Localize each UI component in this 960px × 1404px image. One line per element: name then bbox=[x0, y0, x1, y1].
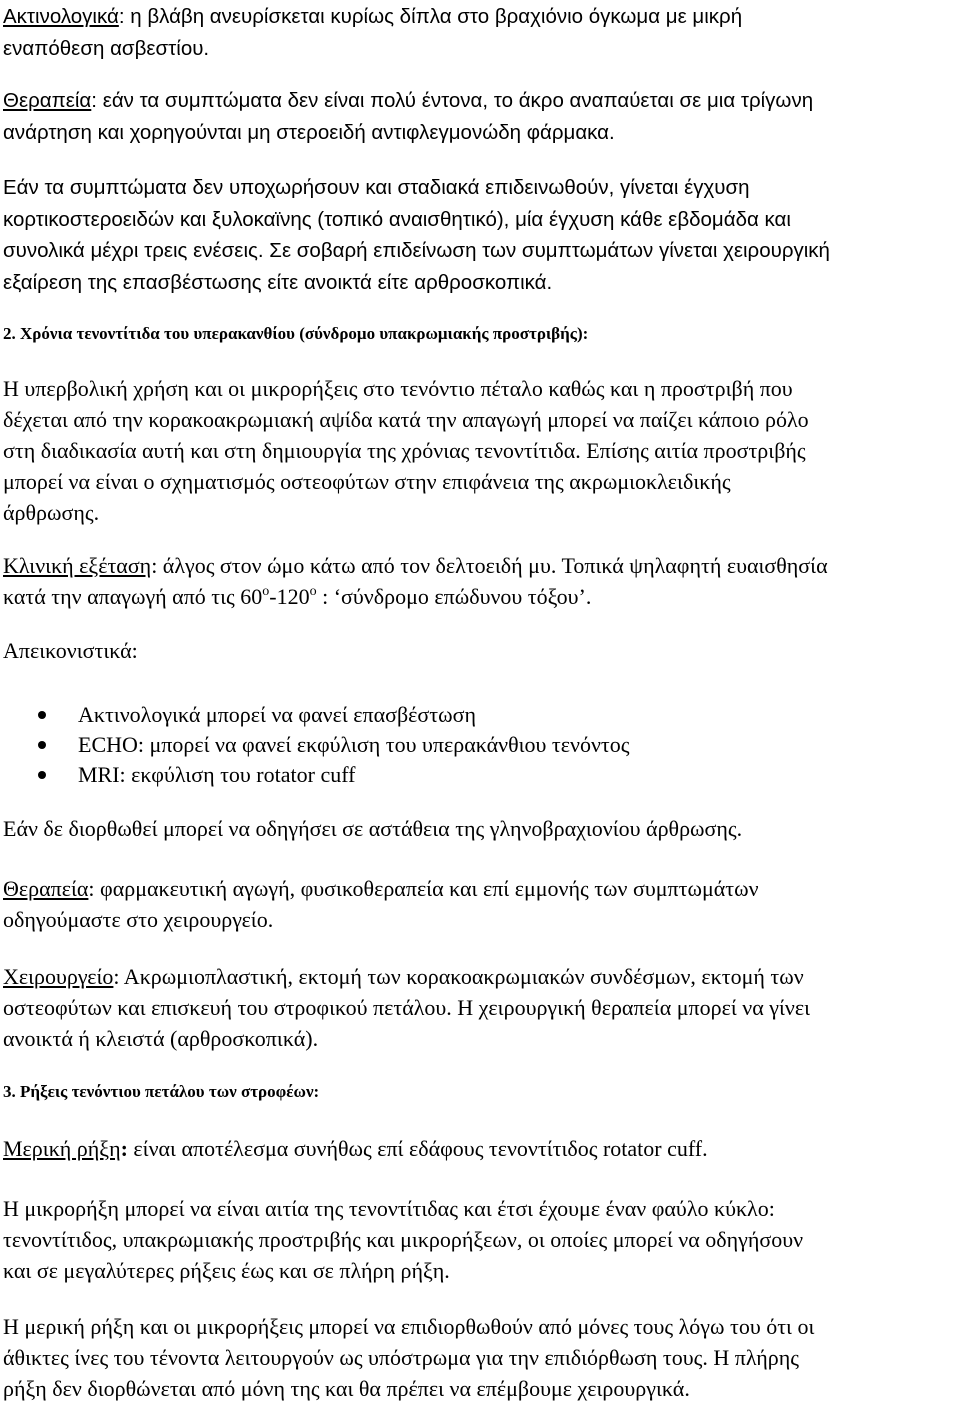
text-line: και σε μεγαλύτερες ρήξεις έως και σε πλήρη ρήξη. bbox=[3, 1258, 450, 1283]
label-surgery: Χειρουργείο bbox=[3, 964, 114, 989]
text-line: εξαίρεση της επασβέστωσης είτε ανοικτά είτε αρθροσκοπικά. bbox=[3, 270, 553, 294]
list-item-text: MRI: εκφύλιση του rotator cuff bbox=[78, 762, 356, 787]
label-partial-tear: Μερική ρήξη bbox=[3, 1136, 121, 1161]
text-line: κορτικοστεροειδών και ξυλοκαϊνης (τοπικό αναισθητικό), μία έγχυση κάθε εβδομάδα και bbox=[3, 207, 791, 231]
list-item-text: Ακτινολογικά μπορεί να φανεί επασβέστωση bbox=[78, 702, 476, 727]
text-line: : Ακρωμιοπλαστική, εκτομή των κορακοακρωμιακών συνδέσμων, εκτομή των bbox=[113, 964, 804, 989]
text-line: εναπόθεση ασβεστίου. bbox=[3, 36, 210, 60]
text-line: ανάρτηση και χορηγούνται μη στεροειδή αντιφλεγμονώδη φάρμακα. bbox=[3, 120, 615, 144]
paragraph-self-repair bbox=[3, 1311, 955, 1404]
label-radiology: Ακτινολογικά bbox=[3, 5, 119, 28]
text-line: Εάν τα συμπτώματα δεν υποχωρήσουν και σταδιακά επιδεινωθούν, γίνεται έγχυση bbox=[3, 176, 750, 199]
paragraph-therapy-2 bbox=[3, 873, 955, 935]
paragraph-partial-tear bbox=[3, 1133, 955, 1164]
text-line: είναι αποτέλεσμα συνήθως επί εδάφους τενοντίτιδος rotator cuff. bbox=[127, 1136, 708, 1161]
text-line: Η μικρορήξη μπορεί να είναι αιτία της τενοντίτιδας και έτσι έχουμε έναν φαύλο κύκλο: bbox=[3, 1196, 775, 1221]
list-item bbox=[0, 699, 629, 729]
label-therapy: Θεραπεία bbox=[3, 89, 92, 112]
label-therapy: Θεραπεία bbox=[3, 876, 89, 901]
label-clinical-exam: Κλινική εξέταση bbox=[3, 553, 152, 578]
text-fragment: κατά την απαγωγή από τις 60 bbox=[3, 584, 263, 609]
paragraph-radiology bbox=[3, 1, 955, 64]
text-line: : εάν τα συμπτώματα δεν είναι πολύ έντονα, το άκρο αναπαύεται σε μια τρίγωνη bbox=[91, 89, 814, 112]
section-heading-3: 3. Ρήξεις τενόντιου πετάλου των στροφέων: bbox=[3, 1082, 320, 1101]
paragraph-overuse bbox=[3, 373, 955, 528]
list-item bbox=[0, 729, 629, 759]
text-line: δέχεται από την κορακοακρωμιακή αψίδα κατά την απαγωγή μπορεί να παίζει κάποιο ρόλο bbox=[3, 407, 809, 432]
colon-bold: : bbox=[120, 1136, 128, 1161]
imaging-bullet-list bbox=[0, 699, 629, 789]
text-fragment: : ‘σύνδρομο επώδυνου τόξου’. bbox=[316, 584, 592, 609]
text-line: Η μερική ρήξη και οι μικρορήξεις μπορεί να επιδιορθωθούν από μόνες τους λόγω του ότι οι bbox=[3, 1314, 815, 1339]
degree-superscript: ο bbox=[262, 584, 270, 599]
text-line: οστεοφύτων και επισκευή του στροφικού πετάλου. Η χειρουργική θεραπεία μπορεί να γίνει bbox=[3, 995, 810, 1020]
bullet-icon bbox=[38, 771, 46, 779]
text-line: οδηγούμαστε στο χειρουργείο. bbox=[3, 907, 274, 932]
text-fragment: -120 bbox=[269, 584, 310, 609]
text-line: μπορεί να είναι ο σχηματισμός οστεοφύτων στην επιφάνεια της ακρωμιοκλειδικής bbox=[3, 469, 731, 494]
text-line: : η βλάβη ανευρίσκεται κυρίως δίπλα στο βραχιόνιο όγκωμα με μικρή bbox=[118, 5, 743, 28]
text-line: άθικτες ίνες του τένοντα λειτουργούν ως υπόστρωμα για την επιδιόρθωση τους. Η πλήρης bbox=[3, 1345, 800, 1370]
bullet-icon bbox=[38, 711, 46, 719]
paragraph-therapy bbox=[3, 85, 955, 148]
list-item bbox=[0, 759, 629, 789]
paragraph-surgery bbox=[3, 961, 955, 1054]
text-line: ρήξη δεν διορθώνεται από μόνη της και θα πρέπει να επέμβουμε χειρουργικά. bbox=[3, 1376, 690, 1401]
paragraph-clinical-exam bbox=[3, 550, 955, 612]
text-line: : φαρμακευτική αγωγή, φυσικοθεραπεία και επί εμμονής των συμπτωμάτων bbox=[88, 876, 759, 901]
text-line: άρθρωσης. bbox=[3, 500, 100, 525]
paragraph-microtear bbox=[3, 1193, 955, 1286]
section-heading-2: 2. Χρόνια τενοντίτιδα του υπερακανθίου (σύνδρομο υπακρωμιακής προστριβής): bbox=[3, 324, 589, 343]
text-line: στη διαδικασία αυτή και στη δημιουργία της χρόνιας τενοντίτιδα. Επίσης αιτία προστριβής bbox=[3, 438, 806, 463]
paragraph-imaging-label: Απεικονιστικά: bbox=[3, 638, 138, 663]
list-item-text: ECHO: μπορεί να φανεί εκφύλιση του υπερακάνθιου τενόντος bbox=[78, 732, 630, 757]
degree-superscript: ο bbox=[309, 584, 317, 599]
text-line: Η υπερβολική χρήση και οι μικρορήξεις στο τενόντιο πέταλο καθώς και η προστριβή που bbox=[3, 376, 793, 401]
paragraph-injection bbox=[3, 172, 955, 298]
text-line: : άλγος στον ώμο κάτω από τον δελτοειδή μυ. Τοπικά ψηλαφητή ευαισθησία bbox=[151, 553, 828, 578]
text-line: τενοντίτιδος, υπακρωμιακής προστριβής και μικρορήξεων, οι οποίες μπορεί να οδηγήσουν bbox=[3, 1227, 804, 1252]
bullet-icon bbox=[38, 741, 46, 749]
paragraph-instability: Εάν δε διορθωθεί μπορεί να οδηγήσει σε αστάθεια της γληνοβραχιονίου άρθρωσης. bbox=[3, 816, 743, 841]
text-line: ανοικτά ή κλειστά (αρθροσκοπικά). bbox=[3, 1026, 319, 1051]
text-line: συνολικά μέχρι τρεις ενέσεις. Σε σοβαρή επιδείνωση των συμπτωμάτων γίνεται χειρουργική bbox=[3, 239, 830, 262]
